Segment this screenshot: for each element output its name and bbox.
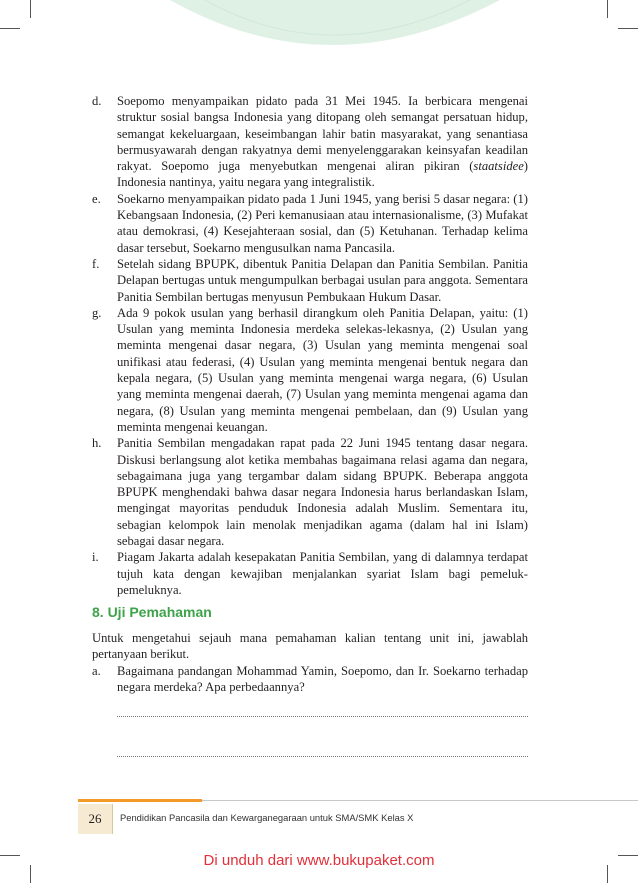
list-item-text: Setelah sidang BPUPK, dibentuk Panitia Delapan dan Panitia Sembilan. Panitia Delapan bertugas untuk mengumpulkan berbagai usulan para anggota. Sementara Panitia Sembilan bertugas menyusun Pembukaan Hukum Dasar. xyxy=(117,256,528,304)
answer-line[interactable] xyxy=(117,714,528,717)
book-title: Pendidikan Pancasila dan Kewarganegaraan untuk SMA/SMK Kelas X xyxy=(120,812,414,823)
list-item-marker: f. xyxy=(92,256,100,271)
decorative-leaf xyxy=(0,0,638,60)
list-item xyxy=(92,549,528,598)
list-item-text: Soepomo menyampaikan pidato pada 31 Mei 1945. Ia berbicara mengenai struktur sosial bangsa Indonesia yang ditopang oleh semangat persatuan hidup, semangat kekeluargaan, keseimbangan lahir batin masyarakat, yang senantiasa bermusyawarah dengan rakyatnya demi menyelenggarakan keinsyafan keadilan rakyat. Soepomo juga menyebutkan mengenai aliran pikiran (staatsidee) Indonesia nantinya, yaitu negara yang integralistik. xyxy=(117,94,528,190)
list-item xyxy=(92,435,528,549)
answer-list xyxy=(92,93,528,598)
section-title: 8. Uji Pemahaman xyxy=(92,604,212,620)
list-item-marker: i. xyxy=(92,550,99,565)
list-item-marker: g. xyxy=(92,305,102,320)
list-item xyxy=(92,191,528,256)
footer-accent xyxy=(78,799,202,802)
list-item-text: Panitia Sembilan mengadakan rapat pada 22 Juni 1945 tentang dasar negara. Diskusi berlangsung alot ketika membahas bagaimana relasi agama dan negara, sebagaimana juga yang tergambar dalam sidang BPUPK. Beberapa anggota BPUPK menghendaki bahwa dasar negara Indonesia harus berlandaskan Islam, mengingat mayoritas penduduk Indonesia adalah Muslim. Sementara itu, sebagian kelompok lain menolak menjadikan agama (dalam hal ini Islam) sebagai dasar negara. xyxy=(117,436,528,549)
list-item-text: Soekarno menyampaikan pidato pada 1 Juni 1945, yang berisi 5 dasar negara: (1) Kebangsaan Indonesia, (2) Peri kemanusiaan atau internasionalisme, (3) Mufakat atau demokrasi, (4) Kesejahteraan sosial, dan (5) Ketuhanan. Terhadap kelima dasar tersebut, Soekarno mengusulkan nama Pancasila. xyxy=(117,191,528,255)
list-item-marker: e. xyxy=(92,191,101,206)
list-item xyxy=(92,256,528,305)
list-item-text: Ada 9 pokok usulan yang berhasil dirangkum oleh Panitia Delapan, yaitu: (1) Usulan yang meminta Indonesia merdeka selekas-lekasnya, (2) Usulan yang meminta mengenai dasar negara, (3) Usulan yang meminta mengenai soal unifikasi atau federasi, (4) Usulan yang meminta mengenai bentuk negara dan kepala negara, (5) Usulan yang meminta mengenai warga negara, (6) Usulan yang meminta mengenai daerah, (7) Usulan yang meminta mengenai agama dan negara, (8) Usulan yang meminta mengenai pembelaan, dan (9) Usulan yang meminta mengenai keuangan. xyxy=(117,305,528,434)
source-note: Di unduh dari www.bukupaket.com xyxy=(203,852,435,869)
answer-line[interactable] xyxy=(117,754,528,757)
question-text: Bagaimana pandangan Mohammad Yamin, Soepomo, dan Ir. Soekarno terhadap negara merdeka? Apa perbedaannya? xyxy=(117,664,528,695)
question-marker: a. xyxy=(92,664,101,678)
list-item xyxy=(92,305,528,435)
list-item-text: Piagam Jakarta adalah kesepakatan Panitia Sembilan, yang di dalamnya terdapat tujuh kata dengan kewajiban menjalankan syariat Islam bagi pemeluk- pemeluknya. xyxy=(117,550,528,597)
list-item-marker: d. xyxy=(92,94,102,108)
list-item xyxy=(92,93,528,191)
list-item-marker: h. xyxy=(92,436,102,451)
page-number: 26 xyxy=(78,804,113,834)
question-item xyxy=(92,663,528,696)
section-intro: Untuk mengetahui sejauh mana pemahaman kalian tentang unit ini, jawablah pertanyaan berikut. xyxy=(92,631,528,662)
